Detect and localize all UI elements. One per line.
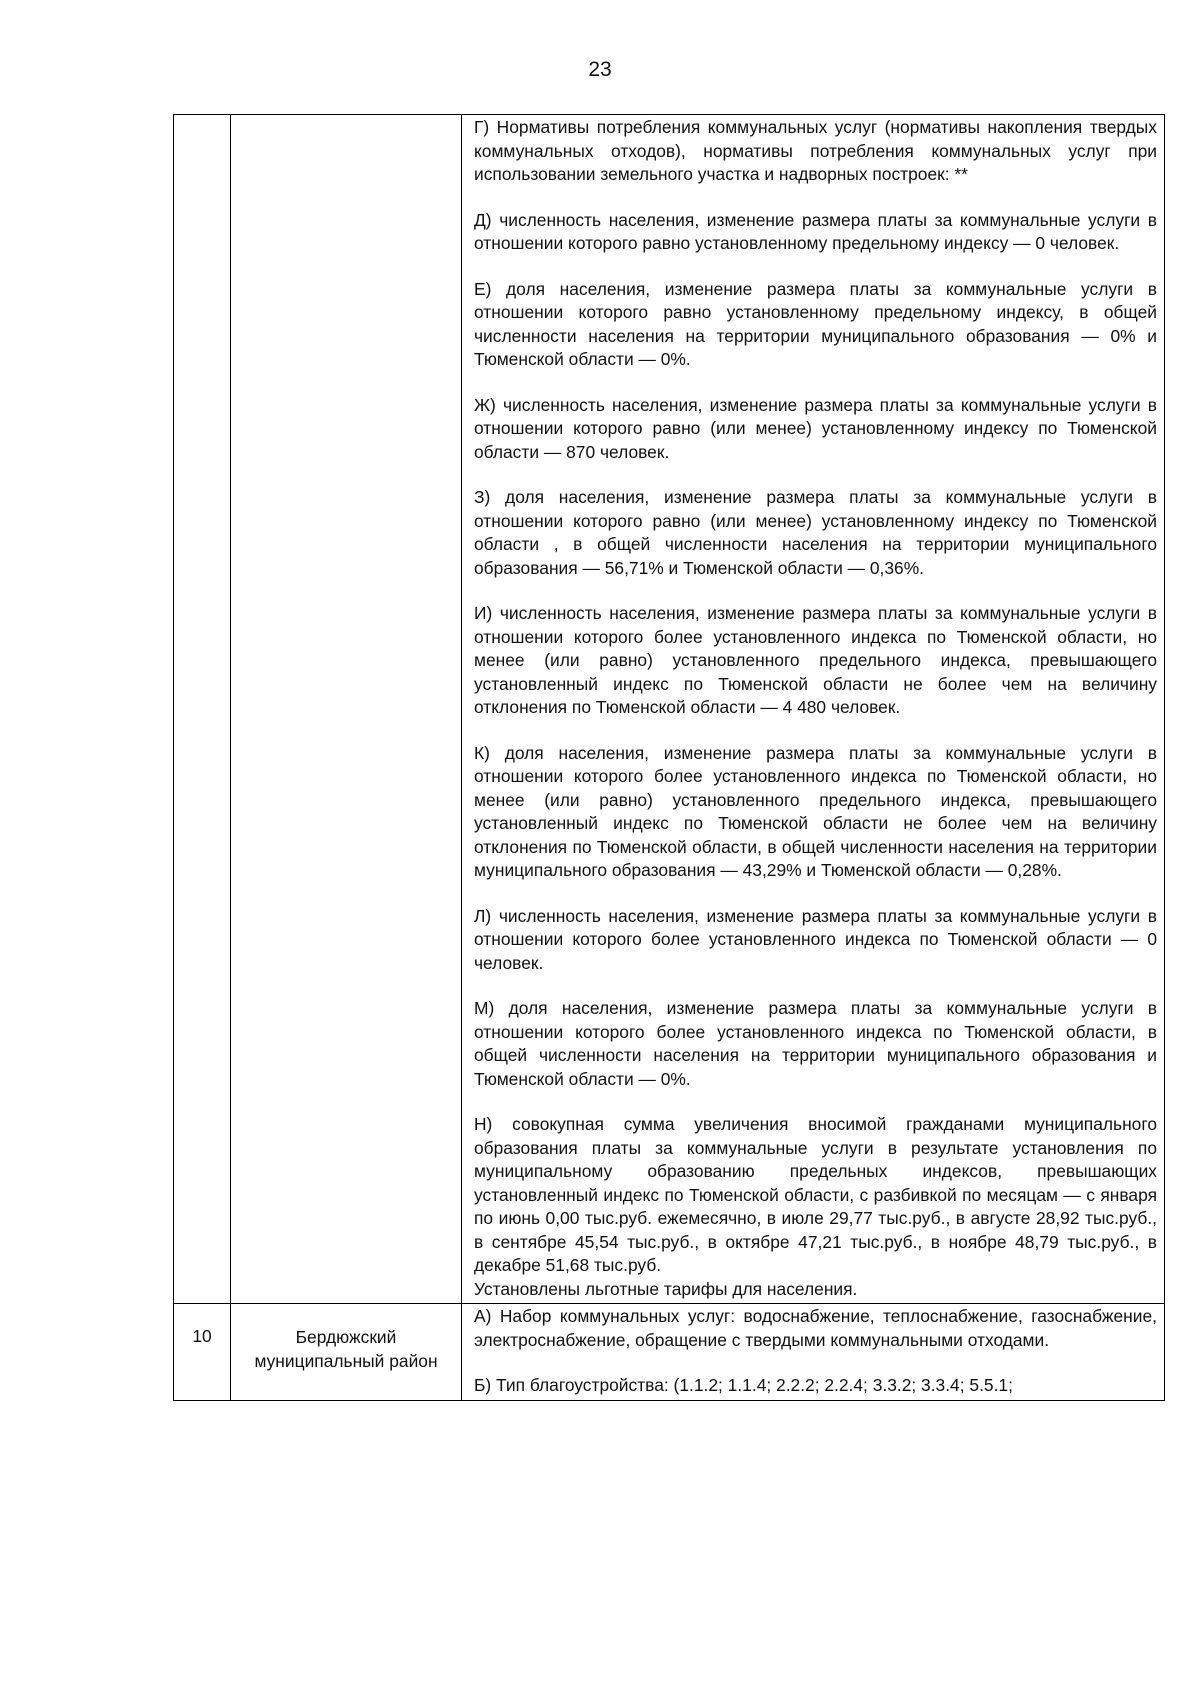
municipality-cell [231, 1304, 462, 1401]
table-row [174, 115, 1165, 1304]
paragraph-a: А) Набор коммунальных услуг: водоснабжение, теплоснабжение, газоснабжение, электроснабжение, обращение с твердыми коммунальными отходами. [474, 1306, 1157, 1350]
paragraph-z: З) доля населения, изменение размера платы за коммунальные услуги в отношении которого равно (или менее) установленному индексу по Тюменской области , в общей численности населения на территории муниципального образования — 56,71% и Тюменской области — 0,36%. [474, 487, 1157, 578]
paragraph-m: М) доля населения, изменение размера платы за коммунальные услуги в отношении которого более установленного индекса по Тюменской области, в общей численности населения на территории муниципального образования и Тюменской области — 0%. [474, 998, 1157, 1089]
municipality-cell [231, 115, 462, 1304]
paragraph-d: Д) численность населения, изменение размера платы за коммунальные услуги в отношении которого равно установленному предельному индексу — 0 человек. [474, 209, 1157, 253]
paragraph-g: Г) Нормативы потребления коммунальных услуг (нормативы накопления твердых коммунальных отходов), нормативы потребления коммунальных услуг при использовании земельного участка и надворных построек: ** [474, 117, 1157, 184]
indicators-cell [462, 115, 1165, 1304]
paragraph-n: Н) совокупная сумма увеличения вносимой гражданами муниципального образования платы за коммунальные услуги в результате установления по муниципальному образованию предельных индексов, превышающих установленный индекс по Тюменской области, с разбивкой по месяцам — с января по июнь 0,00 тыс.руб. ежемесячно, в июле 29,77 тыс.руб., в августе 28,92 тыс.руб., в сентябре 45,54 тыс.руб., в октябре 47,21 тыс.руб., в ноябре 48,79 тыс.руб., в декабре 51,68 тыс.руб. [474, 1114, 1157, 1275]
page-number: 23 [588, 58, 612, 81]
municipality-name: Бердюжский муниципальный район [254, 1327, 438, 1371]
row-number-cell: 10 [174, 1304, 231, 1401]
preferential-tariffs-note: Установлены льготные тарифы для населения. [474, 1278, 858, 1299]
paragraph-i: И) численность населения, изменение размера платы за коммунальные услуги в отношении которого более установленного индекса по Тюменской области, но менее (или равно) установленного предельного индекса, превышающего установленный индекс по Тюменской области не более чем на величину отклонения по Тюменской области — 4 480 человек. [474, 603, 1157, 717]
paragraph-l: Л) численность населения, изменение размера платы за коммунальные услуги в отношении которого более установленного индекса по Тюменской области — 0 человек. [474, 905, 1157, 973]
indicators-cell [462, 1304, 1165, 1401]
paragraph-k: К) доля населения, изменение размера платы за коммунальные услуги в отношении которого более установленного индекса по Тюменской области, но менее (или равно) установленного предельного индекса, превышающего установленный индекс по Тюменской области не более чем на величину отклонения по Тюменской области, в общей численности населения на территории муниципального образования — 43,29% и Тюменской области — 0,28%. [474, 742, 1157, 880]
paragraph-e: Е) доля населения, изменение размера платы за коммунальные услуги в отношении которого равно установленному предельному индексу, в общей численности населения на территории муниципального образования — 0% и Тюменской области — 0%. [474, 278, 1157, 369]
paragraph-b: Б) Тип благоустройства: (1.1.2; 1.1.4; 2.2.2; 2.2.4; 3.3.2; 3.3.4; 5.5.1; [474, 1375, 1013, 1395]
municipalities-table [173, 114, 1165, 1401]
paragraph-zh: Ж) численность населения, изменение размера платы за коммунальные услуги в отношении которого равно (или менее) установленному индексу по Тюменской области — 870 человек. [474, 394, 1157, 462]
table-row [174, 1304, 1165, 1401]
row-number-cell [174, 115, 231, 1304]
